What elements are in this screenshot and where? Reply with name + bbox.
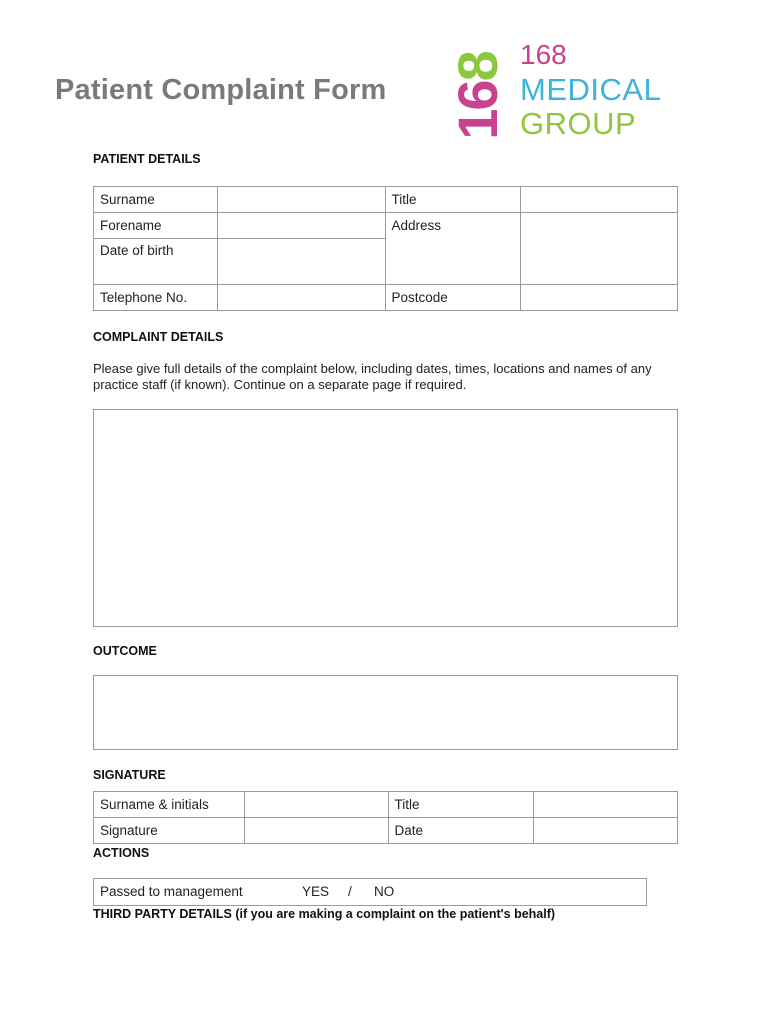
logo-line-medical: MEDICAL — [520, 72, 662, 107]
telephone-label: Telephone No. — [94, 285, 218, 311]
date-label: Date — [388, 818, 534, 844]
logo-number — [446, 52, 509, 140]
logo-168-medical-group — [446, 39, 690, 155]
logo-digit-6: 6 — [446, 81, 509, 111]
postcode-field[interactable] — [521, 285, 678, 311]
dob-label: Date of birth — [94, 239, 218, 285]
surname-initials-label: Surname & initials — [94, 792, 245, 818]
logo-line-group: GROUP — [520, 106, 637, 141]
forename-label: Forename — [94, 213, 218, 239]
complaint-details-heading: COMPLAINT DETAILS — [93, 330, 224, 344]
passed-to-management-label: Passed to management — [100, 884, 243, 899]
signature-field[interactable] — [244, 818, 388, 844]
address-field[interactable] — [521, 213, 678, 285]
yes-no-separator: / — [348, 884, 352, 899]
dob-field[interactable] — [217, 239, 385, 285]
complaint-instructions: Please give full details of the complaint below, including dates, times, locations and names of any practice staff (if known). Continue on a separate page if required. — [93, 361, 652, 392]
complaint-details-box[interactable] — [93, 409, 678, 627]
signature-title-field[interactable] — [534, 792, 678, 818]
yes-option[interactable]: YES — [302, 884, 330, 899]
signature-table — [93, 791, 678, 844]
no-option[interactable]: NO — [374, 884, 395, 899]
page-title: Patient Complaint Form — [55, 74, 387, 106]
logo-line-168: 168 — [520, 39, 567, 70]
forename-field[interactable] — [217, 213, 385, 239]
date-field[interactable] — [534, 818, 678, 844]
patient-details-heading: PATIENT DETAILS — [93, 152, 201, 166]
address-label: Address — [385, 213, 521, 285]
logo-digit-8: 8 — [446, 52, 509, 82]
telephone-field[interactable] — [217, 285, 385, 311]
postcode-label: Postcode — [385, 285, 521, 311]
logo-digit-1: 1 — [446, 110, 509, 140]
signature-title-label: Title — [388, 792, 534, 818]
title-field[interactable] — [521, 187, 678, 213]
actions-box — [93, 878, 647, 906]
surname-label: Surname — [94, 187, 218, 213]
outcome-heading: OUTCOME — [93, 644, 157, 658]
logo-vertical-number — [446, 40, 509, 152]
third-party-heading: THIRD PARTY DETAILS (if you are making a complaint on the patient's behalf) — [93, 907, 556, 921]
actions-heading: ACTIONS — [93, 846, 150, 860]
surname-initials-field[interactable] — [244, 792, 388, 818]
outcome-box[interactable] — [93, 675, 678, 750]
patient-details-table — [93, 186, 678, 311]
signature-label: Signature — [94, 818, 245, 844]
surname-field[interactable] — [217, 187, 385, 213]
signature-heading: SIGNATURE — [93, 768, 166, 782]
title-label: Title — [385, 187, 521, 213]
